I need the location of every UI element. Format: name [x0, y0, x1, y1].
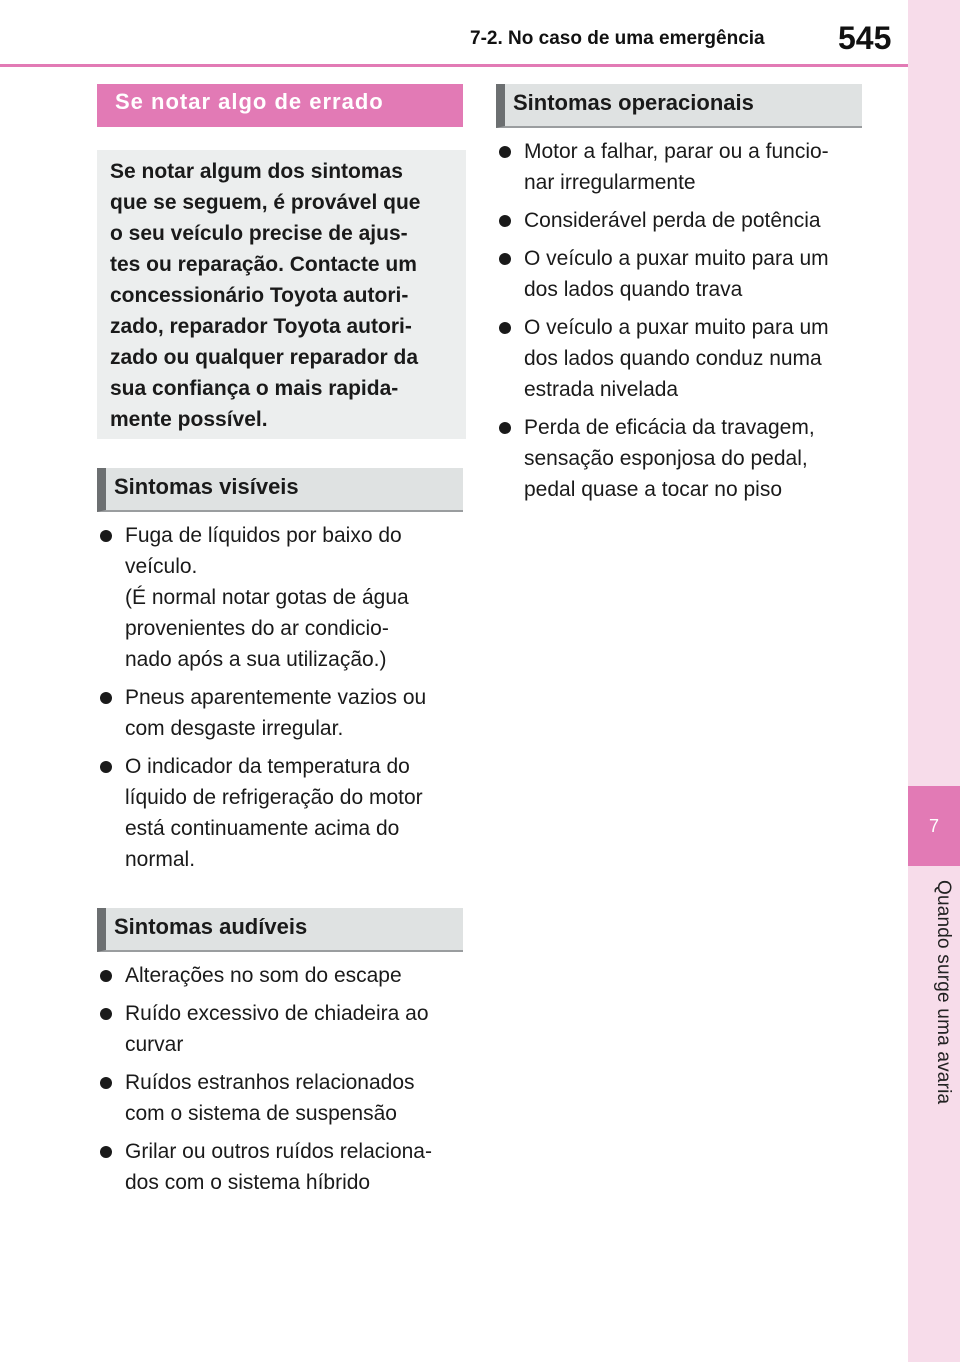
bullet-icon	[499, 215, 511, 227]
list-item-text: Motor a falhar, parar ou a funcio- nar irregularmente	[524, 140, 829, 194]
list-item	[99, 1136, 469, 1198]
list-item-text: Pneus aparentemente vazios ou com desgaste irregular.	[125, 686, 427, 740]
intro-line: zado ou qualquer reparador da	[110, 346, 419, 369]
intro-line: Se notar algum dos sintomas	[110, 160, 403, 183]
visible-symptoms-list	[99, 520, 469, 882]
header-divider	[0, 64, 908, 67]
intro-line: concessionário Toyota autori-	[110, 284, 409, 307]
intro-notice-box	[97, 150, 466, 439]
list-item-text: Ruído excessivo de chiadeira ao curvar	[125, 1002, 429, 1056]
list-item	[498, 136, 868, 198]
list-item	[498, 412, 868, 505]
audible-symptoms-heading: Sintomas audíveis	[97, 908, 463, 952]
bullet-icon	[100, 970, 112, 982]
list-item-text: Considerável perda de potência	[524, 209, 821, 232]
list-item-text: Grilar ou outros ruídos relaciona- dos com o sistema híbrido	[125, 1140, 432, 1194]
list-item	[99, 520, 469, 675]
chapter-title: Quando surge uma avaria	[933, 880, 954, 1105]
section-title: 7-2. No caso de uma emergência	[470, 28, 765, 49]
list-item	[498, 205, 868, 236]
operational-symptoms-list	[498, 136, 868, 512]
list-item	[99, 751, 469, 875]
intro-line: que se seguem, é provável que	[110, 191, 421, 214]
main-heading: Se notar algo de errado	[97, 84, 463, 127]
operational-symptoms-heading: Sintomas operacionais	[496, 84, 862, 128]
list-item-text: O veículo a puxar muito para um dos lados quando trava	[524, 247, 829, 301]
list-item-text: O indicador da temperatura do líquido de refrigeração do motor está continuamente acima do normal.	[125, 755, 423, 871]
bullet-icon	[499, 322, 511, 334]
bullet-icon	[100, 1008, 112, 1020]
list-item	[99, 998, 469, 1060]
visible-symptoms-heading: Sintomas visíveis	[97, 468, 463, 512]
list-item-text: Ruídos estranhos relacionados com o sistema de suspensão	[125, 1071, 415, 1125]
intro-line: mente possível.	[110, 408, 268, 431]
list-item	[498, 312, 868, 405]
page-number: 545	[838, 20, 892, 56]
bullet-icon	[100, 1146, 112, 1158]
bullet-icon	[100, 1077, 112, 1089]
intro-line: sua confiança o mais rapida-	[110, 377, 399, 400]
bullet-icon	[499, 146, 511, 158]
list-item	[99, 682, 469, 744]
chapter-side-tab	[908, 0, 960, 1362]
bullet-icon	[499, 253, 511, 265]
list-item	[99, 960, 469, 991]
bullet-icon	[100, 761, 112, 773]
list-item	[498, 243, 868, 305]
list-item	[99, 1067, 469, 1129]
list-item-text: Perda de eficácia da travagem, sensação esponjosa do pedal, pedal quase a tocar no piso	[524, 416, 815, 501]
chapter-number: 7	[908, 786, 960, 866]
intro-line: o seu veículo precise de ajus-	[110, 222, 408, 245]
audible-symptoms-list	[99, 960, 469, 1205]
bullet-icon	[499, 422, 511, 434]
bullet-icon	[100, 692, 112, 704]
intro-line: tes ou reparação. Contacte um	[110, 253, 417, 276]
list-item-text: O veículo a puxar muito para um dos lados quando conduz numa estrada nivelada	[524, 316, 829, 401]
intro-line: zado, reparador Toyota autori-	[110, 315, 412, 338]
list-item-text: Alterações no som do escape	[125, 964, 402, 987]
bullet-icon	[100, 530, 112, 542]
list-item-text: Fuga de líquidos por baixo do veículo. (É normal notar gotas de água provenientes do ar condicio- nado após a sua utilização.)	[125, 524, 409, 671]
